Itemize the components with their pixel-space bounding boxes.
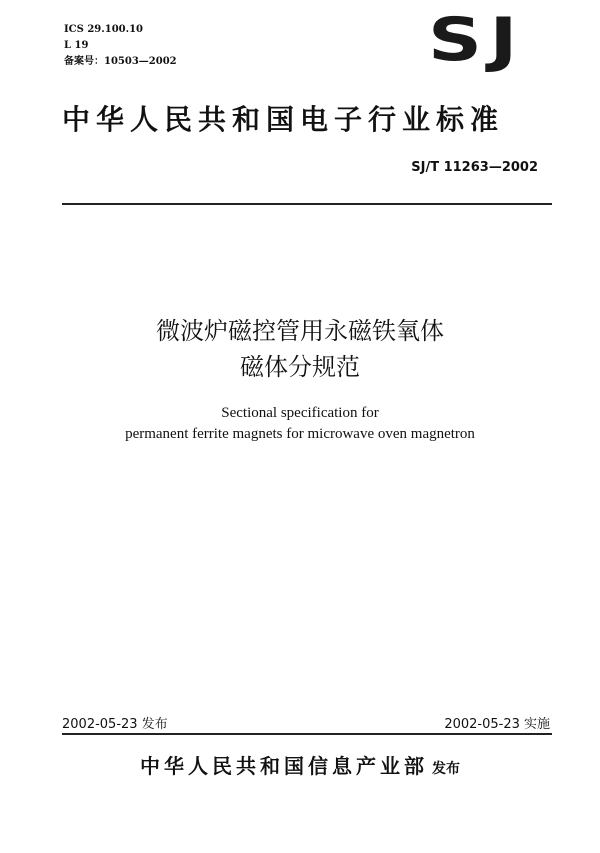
bottom-divider	[62, 733, 552, 735]
issue-date: 2002-05-23 发布	[62, 717, 168, 732]
standard-number: SJ/T 11263—2002	[411, 160, 538, 175]
title-chinese-line1: 微波炉磁控管用永磁铁氧体	[156, 317, 444, 345]
standard-category-title: 中华人民共和国电子行业标准	[62, 103, 505, 136]
top-divider	[62, 203, 552, 205]
title-english-line2: permanent ferrite magnets for microwave oven magnetron	[125, 426, 475, 442]
issuing-authority	[0, 750, 600, 779]
title-english-line1: Sectional specification for	[221, 405, 379, 421]
title-chinese-line2: 磁体分规范	[240, 353, 360, 381]
implementation-date: 2002-05-23 实施	[444, 717, 550, 732]
class-code: L 19	[64, 40, 89, 51]
classification-block	[64, 22, 177, 70]
record-number: 备案号：10503—2002	[64, 56, 177, 67]
issuer-suffix: 发布	[432, 761, 460, 777]
issuer-name: 中华人民共和国信息产业部	[140, 754, 428, 778]
sj-logo: SJ	[428, 5, 525, 75]
ics-code: ICS 29.100.10	[64, 24, 144, 35]
